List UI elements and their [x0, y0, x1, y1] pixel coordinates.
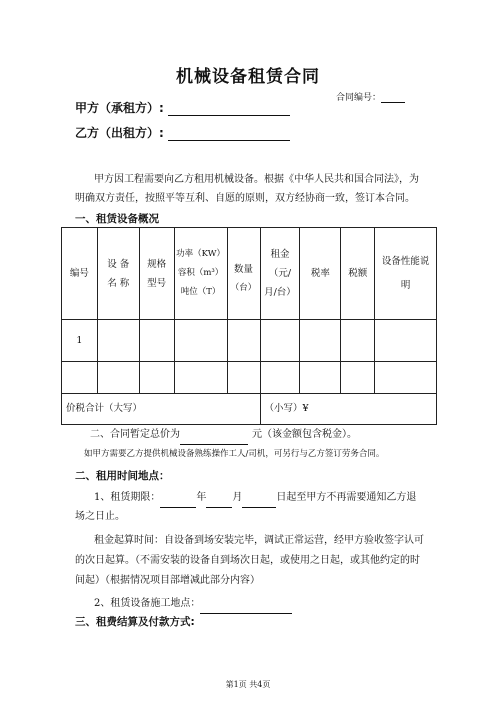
- term-line-1: [94, 488, 416, 508]
- row-2-qty[interactable]: [227, 362, 260, 394]
- page-footer: 第1页 共4页: [225, 680, 271, 689]
- rent-start-line-1: 租金起算时间：自设备到场安装完毕，调试正常运营，经甲方验收签字认可: [94, 535, 424, 546]
- party-a-blank[interactable]: [168, 103, 290, 116]
- header-name: [97, 228, 139, 320]
- header-power-line3: 吨位（T）: [180, 287, 221, 297]
- term-year-label: 年: [196, 492, 207, 503]
- rent-start-line-2: 的次日起算。（不需安装的设备自到场次日起，或使用之日起，或其他约定的时: [75, 555, 420, 566]
- term-line-2: 场之日止。: [75, 511, 125, 522]
- header-no: 编号: [62, 228, 98, 320]
- row-2-tax[interactable]: [341, 362, 375, 394]
- table-total-row: [62, 394, 437, 425]
- header-name-line1: 设 备: [107, 258, 130, 270]
- row-2-name[interactable]: [97, 362, 139, 394]
- row-1-rent[interactable]: [260, 320, 300, 362]
- total-lowercase-cell: （小写）¥: [260, 394, 437, 425]
- header-performance-line1: 设备性能说: [381, 255, 430, 267]
- table-row: [62, 362, 437, 394]
- row-1-qty[interactable]: [227, 320, 260, 362]
- header-qty: [227, 228, 260, 320]
- header-qty-line2: （台）: [230, 282, 257, 293]
- document-title: 机械设备租赁合同: [176, 67, 320, 87]
- term-label: 1、租赁期限：: [94, 492, 161, 503]
- section-rental-time-title: 二、租用时间地点：: [75, 470, 170, 482]
- party-b-blank[interactable]: [168, 128, 290, 141]
- header-spec: [139, 228, 174, 320]
- table-row: [62, 320, 437, 362]
- location-line: [94, 594, 292, 614]
- term-rest: 日起至甲方不再需要通知乙方退: [276, 492, 417, 503]
- clause-total-price: [90, 425, 357, 445]
- term-day-blank[interactable]: [242, 497, 276, 508]
- header-rent-line2: （元/: [268, 268, 292, 279]
- location-label: 2、租赁设备施工地点：: [94, 598, 201, 609]
- row-1-tax-rate[interactable]: [300, 320, 341, 362]
- header-rent-line1: 租金: [270, 249, 290, 260]
- header-performance-line2: 明: [400, 279, 411, 291]
- rent-start-line-3: 间起）（根据情况项目部增减此部分内容）: [75, 575, 260, 586]
- term-year-blank[interactable]: [160, 497, 196, 508]
- equipment-table: [61, 227, 437, 425]
- location-blank[interactable]: [200, 603, 292, 614]
- contract-number-label: 合同编号：: [336, 93, 382, 103]
- header-qty-line1: 数量: [234, 263, 254, 275]
- total-uppercase-cell: 价税合计（大写）: [62, 394, 261, 425]
- intro-line-2: 明确双方责任，按照平等互利、自愿的原则，双方经协商一致，签订本合同。: [75, 193, 415, 204]
- row-2-performance[interactable]: [375, 362, 437, 394]
- row-2-spec[interactable]: [139, 362, 174, 394]
- row-2-no[interactable]: [62, 362, 98, 394]
- intro-line-1: 甲方因工程需要向乙方租用机械设备。根据《中华人民共和国合同法》，为: [94, 174, 419, 185]
- contract-number: [336, 90, 405, 103]
- row-1-spec[interactable]: [139, 320, 174, 362]
- row-1-tax[interactable]: [341, 320, 375, 362]
- party-a: [75, 99, 290, 116]
- operator-note: 如甲方需要乙方提供机械设备熟练操作工人/司机，可另行与乙方签订劳务合同。: [84, 449, 385, 459]
- header-spec-line2: 型号: [147, 277, 167, 289]
- header-name-line2: 名 称: [107, 277, 130, 289]
- header-power-line1: 功率（KW）: [176, 249, 225, 259]
- row-1-performance[interactable]: [375, 320, 437, 362]
- section-equipment-title: 一、租赁设备概况: [75, 213, 159, 225]
- clause-total-price-prefix: 二、合同暂定总价为: [90, 429, 180, 440]
- clause-total-price-suffix: 元（该金额包含税金）。: [252, 429, 357, 440]
- party-b: [75, 124, 290, 141]
- row-2-rent[interactable]: [260, 362, 300, 394]
- row-2-power[interactable]: [174, 362, 227, 394]
- section-settlement-title: 三、租费结算及付款方式:: [75, 616, 195, 628]
- table-header-row: [62, 228, 437, 320]
- contract-number-blank[interactable]: [381, 93, 405, 103]
- row-1-no: 1: [62, 320, 98, 362]
- header-power: [174, 228, 227, 320]
- term-month-blank[interactable]: [206, 497, 232, 508]
- row-1-name[interactable]: [97, 320, 139, 362]
- row-2-tax-rate[interactable]: [300, 362, 341, 394]
- header-power-line2: 容积（m³）: [177, 268, 224, 278]
- header-tax: 税额: [341, 228, 375, 320]
- header-rent-line3: 月/台）: [264, 287, 296, 298]
- header-spec-line1: 规格: [147, 258, 167, 270]
- term-month-label: 月: [232, 492, 243, 503]
- row-1-power[interactable]: [174, 320, 227, 362]
- party-b-label: 乙方（出租方）:: [75, 126, 164, 140]
- header-rent: [260, 228, 300, 320]
- header-tax-rate: 税率: [300, 228, 341, 320]
- party-a-label: 甲方（承租方）:: [75, 101, 164, 115]
- header-performance: [375, 228, 437, 320]
